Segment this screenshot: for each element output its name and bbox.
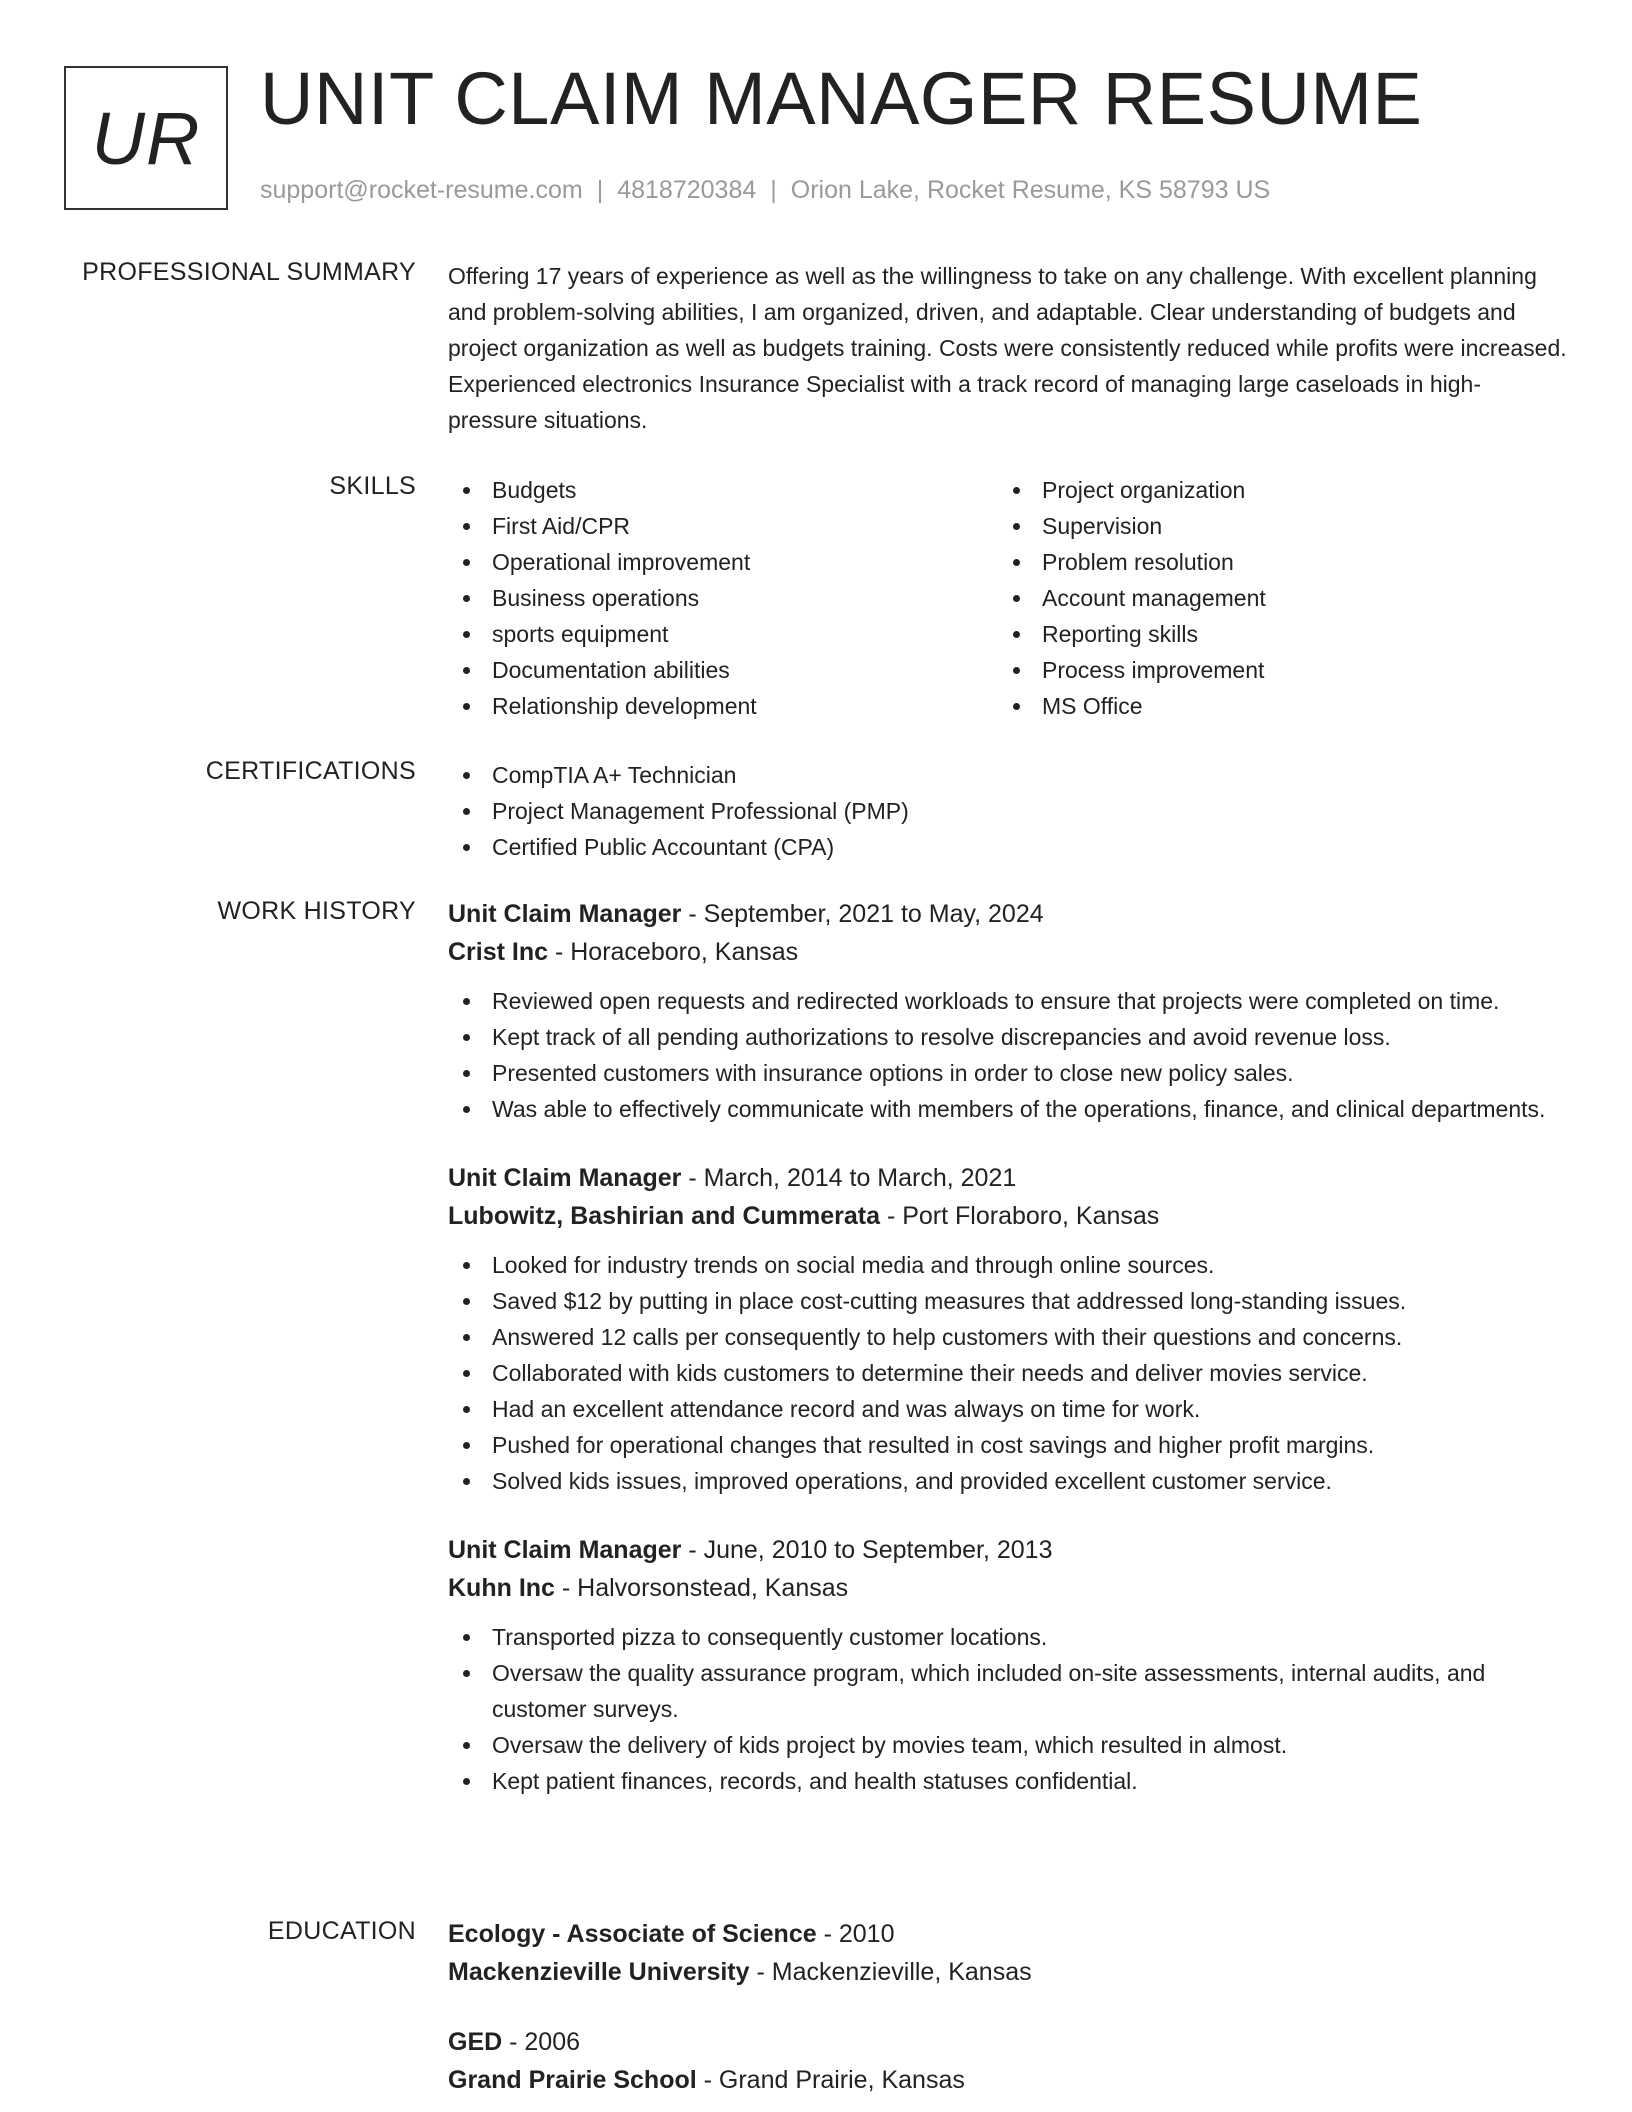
job-location: - Port Floraboro, Kansas	[880, 1202, 1160, 1230]
job-title: Unit Claim Manager	[448, 1164, 682, 1192]
certifications-list	[448, 757, 1568, 865]
skill-item: MS Office	[998, 688, 1548, 724]
certifications-body	[448, 757, 1568, 865]
education-entry	[448, 2023, 1568, 2099]
monogram-initials: UR	[91, 96, 201, 180]
skill-item: First Aid/CPR	[448, 508, 998, 544]
summary-heading: PROFESSIONAL SUMMARY	[82, 258, 416, 286]
job-duty-item: Presented customers with insurance options in order to close new policy sales.	[448, 1055, 1568, 1091]
job-duty-item: Kept track of all pending authorizations to resolve discrepancies and avoid revenue loss.	[448, 1019, 1568, 1055]
education-location: - Mackenzieville, Kansas	[749, 1958, 1032, 1986]
job-duty-item: Saved $12 by putting in place cost-cutting measures that addressed long-standing issues.	[448, 1283, 1568, 1319]
job-duty-item: Oversaw the delivery of kids project by movies team, which resulted in almost.	[448, 1727, 1568, 1763]
job-duty-item: Transported pizza to consequently customer locations.	[448, 1619, 1568, 1655]
job-duties-list	[448, 1247, 1568, 1499]
job-company: Lubowitz, Bashirian and Cummerata	[448, 1202, 881, 1230]
job-dates: - March, 2014 to March, 2021	[681, 1164, 1017, 1192]
job-title: Unit Claim Manager	[448, 900, 682, 928]
skill-item: Operational improvement	[448, 544, 998, 580]
skill-item: Budgets	[448, 472, 998, 508]
education-degree: Ecology - Associate of Science	[448, 1920, 817, 1948]
job-title-line	[448, 1531, 1568, 1569]
education-degree: GED	[448, 2028, 503, 2056]
contact-separator: |	[770, 176, 777, 204]
monogram-box	[64, 66, 228, 210]
contact-line	[260, 176, 1270, 205]
skill-item: sports equipment	[448, 616, 998, 652]
contact-phone[interactable]: 4818720384	[617, 176, 757, 204]
certification-item: Project Management Professional (PMP)	[448, 793, 1568, 829]
job-title-line	[448, 1159, 1568, 1197]
skill-item: Business operations	[448, 580, 998, 616]
education-degree-line	[448, 1915, 1568, 1953]
education-year: - 2010	[816, 1920, 895, 1948]
certification-item: CompTIA A+ Technician	[448, 757, 1568, 793]
skill-item: Project organization	[998, 472, 1548, 508]
skill-item: Documentation abilities	[448, 652, 998, 688]
education-school-line	[448, 2061, 1568, 2099]
skill-item: Reporting skills	[998, 616, 1548, 652]
job-duties-list	[448, 983, 1568, 1127]
certifications-heading: CERTIFICATIONS	[205, 757, 416, 785]
job-duty-item: Looked for industry trends on social media and through online sources.	[448, 1247, 1568, 1283]
summary-text: Offering 17 years of experience as well as the willingness to take on any challenge. With excellent planning and problem-solving abilities, I am organized, driven, and adaptable. Clear understanding of budgets and project organization as well as budgets training. Costs were consistently reduced while profits were increased. Experienced electronics Insurance Specialist with a track record of managing large caseloads in high-pressure situations.	[448, 263, 1567, 433]
certification-item: Certified Public Accountant (CPA)	[448, 829, 1568, 865]
job-company-line	[448, 1197, 1568, 1235]
job-duties-list	[448, 1619, 1568, 1799]
education-body	[448, 1915, 1568, 2099]
job-entry	[448, 1531, 1568, 1799]
job-duty-item: Kept patient finances, records, and health statuses confidential.	[448, 1763, 1568, 1799]
skill-item: Supervision	[998, 508, 1548, 544]
job-duty-item: Pushed for operational changes that resulted in cost savings and higher profit margins.	[448, 1427, 1568, 1463]
education-school: Mackenzieville University	[448, 1958, 750, 1986]
education-school: Grand Prairie School	[448, 2066, 697, 2094]
education-degree-line	[448, 2023, 1568, 2061]
job-duty-item: Oversaw the quality assurance program, which included on-site assessments, internal audits, and customer surveys.	[448, 1655, 1568, 1727]
job-title-line	[448, 895, 1568, 933]
skill-item: Process improvement	[998, 652, 1548, 688]
job-company: Kuhn Inc	[448, 1574, 555, 1602]
job-entry	[448, 1159, 1568, 1499]
contact-email[interactable]: support@rocket-resume.com	[260, 176, 583, 204]
job-duty-item: Solved kids issues, improved operations, and provided excellent customer service.	[448, 1463, 1568, 1499]
education-year: - 2006	[502, 2028, 581, 2056]
job-duty-item: Reviewed open requests and redirected workloads to ensure that projects were completed on time.	[448, 983, 1568, 1019]
skills-list-left	[448, 472, 998, 724]
job-duty-item: Had an excellent attendance record and was always on time for work.	[448, 1391, 1568, 1427]
work-history-body	[448, 895, 1568, 1799]
job-location: - Horaceboro, Kansas	[548, 938, 799, 966]
job-duty-item: Collaborated with kids customers to determine their needs and deliver movies service.	[448, 1355, 1568, 1391]
contact-separator: |	[596, 176, 604, 204]
job-duty-item: Was able to effectively communicate with members of the operations, finance, and clinical departments.	[448, 1091, 1568, 1127]
skill-item: Account management	[998, 580, 1548, 616]
education-location: - Grand Prairie, Kansas	[696, 2066, 965, 2094]
job-location: - Halvorsonstead, Kansas	[554, 1574, 849, 1602]
resume-title: UNIT CLAIM MANAGER RESUME	[260, 57, 1423, 140]
work-history-heading: WORK HISTORY	[217, 897, 416, 925]
job-company-line	[448, 933, 1568, 971]
job-dates: - September, 2021 to May, 2024	[681, 900, 1044, 928]
skills-heading: SKILLS	[329, 472, 416, 500]
skill-item: Problem resolution	[998, 544, 1548, 580]
education-school-line	[448, 1953, 1568, 1991]
skills-list-right	[998, 472, 1548, 724]
job-company-line	[448, 1569, 1568, 1607]
job-duty-item: Answered 12 calls per consequently to help customers with their questions and concerns.	[448, 1319, 1568, 1355]
contact-address: Orion Lake, Rocket Resume, KS 58793 US	[790, 176, 1271, 204]
job-company: Crist Inc	[448, 938, 549, 966]
job-dates: - June, 2010 to September, 2013	[681, 1536, 1053, 1564]
education-entry	[448, 1915, 1568, 1991]
education-heading: EDUCATION	[267, 1917, 416, 1945]
skills-body	[448, 472, 1568, 724]
job-entry	[448, 895, 1568, 1127]
skill-item: Relationship development	[448, 688, 998, 724]
job-title: Unit Claim Manager	[448, 1536, 682, 1564]
